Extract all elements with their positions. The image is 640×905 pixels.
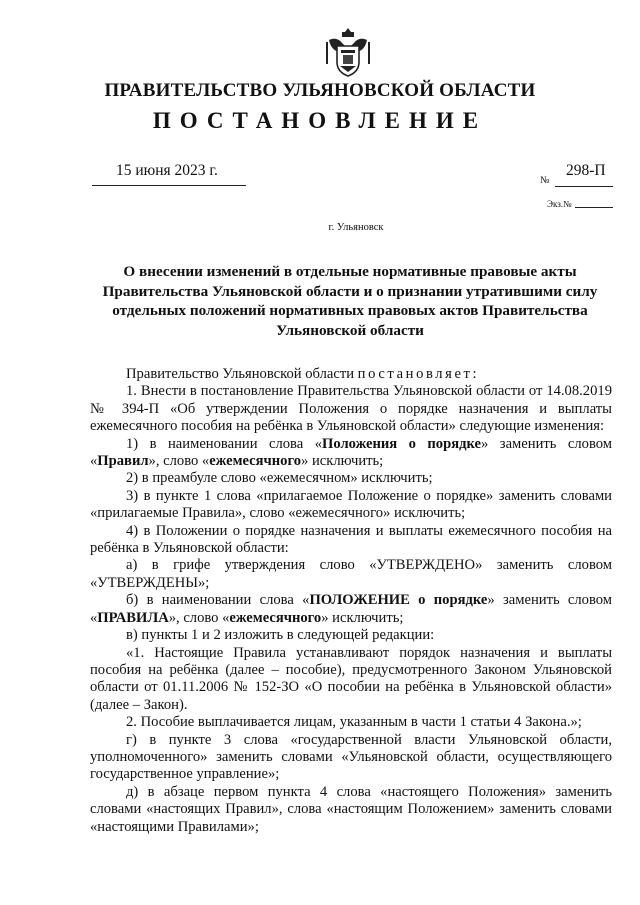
copy-number-underline (575, 207, 613, 208)
item-g: г) в пункте 3 слова «государственной власти Ульяновской области, уполномоченного» заменить словами «Ульяновской области, осуществляющего государственное управление»; (90, 731, 612, 783)
item-v: в) пункты 1 и 2 изложить в следующей редакции: (126, 627, 435, 644)
quoted-point-2: 2. Пособие выплачивается лицам, указанным в части 1 статьи 4 Закона.»; (126, 714, 582, 731)
item-b: б) в наименовании слова «ПОЛОЖЕНИЕ о порядке» заменить словом «ПРАВИЛА», слово «ежемесячного» исключить; (90, 592, 613, 626)
document-type: ПОСТАНОВЛЕНИЕ (152, 108, 488, 133)
date-underline (92, 185, 246, 186)
paragraph-1: 1. Внести в постановление Правительства Ульяновской области от 14.08.2019 № 394-П «Об утверждении Положения о порядке назначения и выплаты ежемесячного пособия на ребёнка в Ульяновской области» следующие изменения: (90, 383, 612, 435)
document-number: 298-П (566, 162, 606, 179)
item-2: 2) в преамбуле слово «ежемесячном» исключить; (126, 470, 433, 487)
item-1: 1) в наименовании слова «Положения о порядке» заменить словом «Правил», слово «ежемесячного» исключить; (90, 435, 612, 470)
government-name: ПРАВИТЕЛЬСТВО УЛЬЯНОВСКОЙ ОБЛАСТИ (104, 80, 536, 101)
item-a: а) в грифе утверждения слово «УТВЕРЖДЕНО» заменить словом «УТВЕРЖДЕНЫ»; (90, 557, 612, 591)
item-d: д) в абзаце первом пункта 4 слова «настоящего Положения» заменить словами «настоящих Правил», слова «настоящим Положением» заменить словами «настоящими Правилами»; (90, 783, 612, 835)
quoted-point-1: «1. Настоящие Правила устанавливают порядок назначения и выплаты пособия на ребёнка (далее – пособие), предусмотренного Законом Ульяновской области от 01.11.2006 № 152-ЗО «О пособии на ребёнка в Ульяновской области» (далее – Закон). (90, 644, 612, 713)
number-underline (555, 186, 613, 187)
preamble: Правительство Ульяновской области постановляет: (126, 366, 480, 382)
city: г. Ульяновск (328, 222, 384, 233)
item-3: 3) в пункте 1 слова «прилагаемое Положение о порядке» заменить словами «прилагаемые Правила», слово «ежемесячного» исключить; (90, 487, 612, 522)
copy-number-label: Экз.№ (547, 199, 572, 209)
number-sign: № (540, 175, 550, 186)
item-4: 4) в Положении о порядке назначения и выплаты ежемесячного пособия на ребёнка в Ульяновской области: (90, 522, 612, 557)
document-title: О внесении изменений в отдельные нормативные правовые акты Правительства Ульяновской области и о признании утратившими силу отдельных положений нормативных правовых актов Правительства Ульяновской области (102, 263, 598, 339)
coat-of-arms-emblem (325, 26, 371, 80)
document-date: 15 июня 2023 г. (116, 162, 218, 179)
document-body (90, 366, 612, 836)
